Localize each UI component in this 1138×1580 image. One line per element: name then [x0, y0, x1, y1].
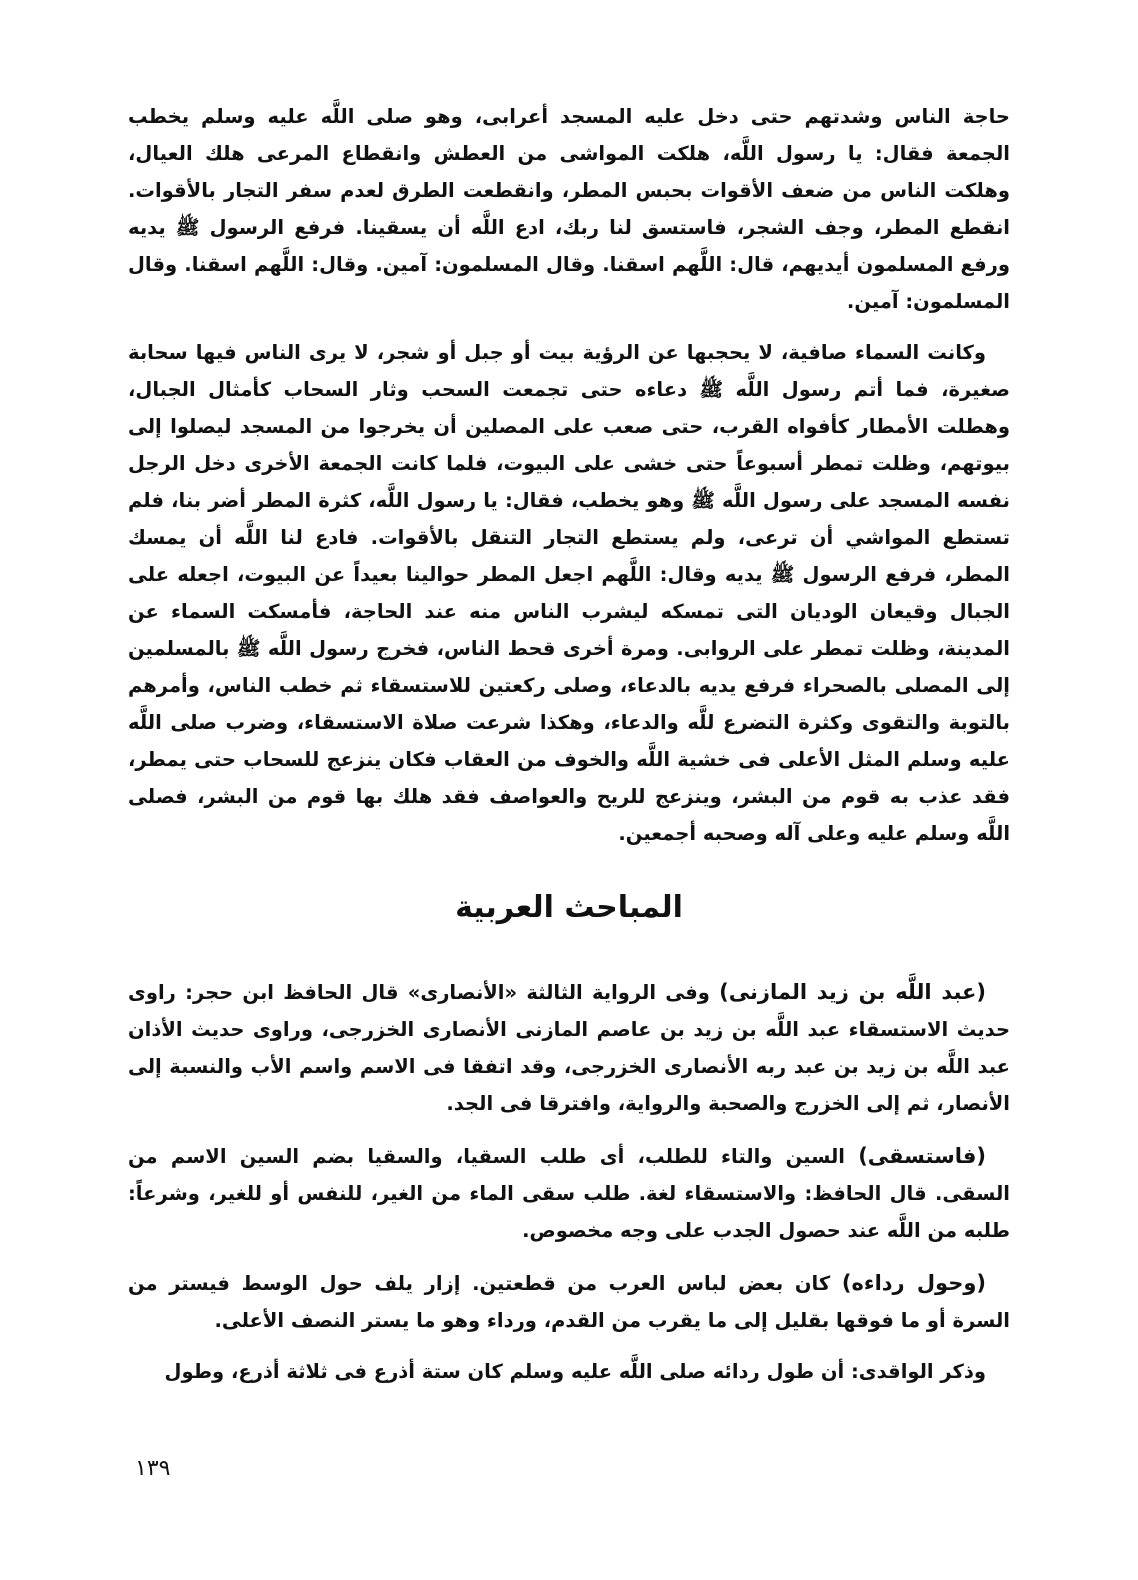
- paragraph-gap: [128, 320, 1010, 334]
- glossary-entry-2: [128, 1138, 1010, 1249]
- glossary-definition: كان بعض لباس العرب من قطعتين. إزار يلف حول الوسط فيستر من السرة أو ما فوقها بقليل إلى ما يقرب من القدم، ورداء وهو ما يستر النصف الأعلى.: [128, 1272, 1010, 1332]
- section-heading: المباحث العربية: [455, 890, 683, 925]
- body-paragraph-continued: [128, 1353, 1010, 1390]
- glossary-term: (وحول رداءه): [841, 1271, 986, 1295]
- paragraph-gap: [128, 1339, 1010, 1353]
- glossary-entry-3: [128, 1265, 1010, 1339]
- body-paragraph-2: وكانت السماء صافية، لا يحجبها عن الرؤية بيت أو جبل أو شجر، لا يرى الناس فيها سحابة صغيرة، فما أتم رسول اللَّه ﷺ دعاءه حتى تجمعت السحب وثار السحاب كأمثال الجبال، وهطلت الأمطار كأفواه القرب، حتى صعب على المصلين أن يخرجوا من المسجد ليصلوا إلى بيوتهم، وظلت تمطر أسبوعاً حتى خشى على البيوت، فلما كانت الجمعة الأخرى دخل الرجل نفسه المسجد على رسول اللَّه ﷺ وهو يخطب، فقال: يا رسول اللَّه، كثرة المطر أضر بنا، فلم تستطع المواشي أن ترعى، ولم يستطع التجار التنقل بالأقوات. فادع لنا اللَّه أن يمسك المطر، فرفع الرسول ﷺ يديه وقال: اللَّهم اجعل المطر حوالينا بعيداً عن البيوت، اجعله على الجبال وقيعان الوديان التى تمسكه ليشرب الناس منه عند الحاجة، فأمسكت السماء عن المدينة، وظلت تمطر على الروابى. ومرة أخرى قحط الناس، فخرج رسول اللَّه ﷺ بالمسلمين إلى المصلى بالصحراء فرفع يديه بالدعاء، وصلى ركعتين للاستسقاء ثم خطب الناس، وأمرهم بالتوبة والتقوى وكثرة التضرع للَّه والدعاء، وهكذا شرعت صلاة الاستسقاء، وضرب صلى اللَّه عليه وسلم المثل الأعلى فى خشية اللَّه والخوف من العقاب فكان ينزعج للسحاب حتى يمطر، فقد عذب به قوم من البشر، وينزعج للريح والعواصف فقد هلك بها قوم من البشر، فصلى اللَّه وسلم عليه وعلى آله وصحبه أجمعين.: [128, 341, 1010, 845]
- glossary-term: (عبد اللَّه بن زيد المازنى): [719, 980, 986, 1004]
- glossary-definition: وذكر الواقدى: أن طول ردائه صلى اللَّه عليه وسلم كان ستة أذرع فى ثلاثة أذرع، وطول: [164, 1360, 986, 1383]
- glossary-definition: السين والتاء للطلب، أى طلب السقيا، والسقيا بضم السين الاسم من السقى. قال الحافظ: والاستسقاء لغة. طلب سقى الماء من الغير، للنفس أو للغير، وشرعاً: طلبه من اللَّه عند حصول الجدب على وجه مخصوص.: [128, 1145, 1010, 1242]
- glossary-definition: وفى الرواية الثالثة «الأنصارى» قال الحافظ ابن حجر: راوى حديث الاستسقاء عبد اللَّه بن زيد بن عاصم المازنى الأنصارى الخزرجى، وراوى حديث الأذان عبد اللَّه بن زيد بن عبد ربه الأنصارى الخزرجى، وقد اتفقا فى الاسم واسم الأب والنسبة إلى الأنصار، ثم إلى الخزرج والصحبة والرواية، وافترقا فى الجد.: [128, 981, 1010, 1115]
- paragraph-gap: [128, 1249, 1010, 1265]
- page-number: ١٣٩: [135, 1456, 171, 1481]
- document-page: [128, 98, 1010, 1390]
- glossary-entry-1: [128, 974, 1010, 1122]
- paragraph-gap: [128, 1122, 1010, 1138]
- glossary-term: (فاستسقى): [858, 1144, 986, 1168]
- body-paragraph-1: حاجة الناس وشدتهم حتى دخل عليه المسجد أعرابى، وهو صلى اللَّه عليه وسلم يخطب الجمعة فقال: يا رسول اللَّه، هلكت المواشى من العطش وانقطاع المرعى هلك العيال، وهلكت الناس من ضعف الأقوات بحبس المطر، وانقطعت الطرق لعدم سفر التجار بالأقوات. انقطع المطر، وجف الشجر، فاستسق لنا ربك، ادع اللَّه أن يسقينا. فرفع الرسول ﷺ يديه ورفع المسلمون أيديهم، قال: اللَّهم اسقنا. وقال المسلمون: آمين. وقال: اللَّهم اسقنا. وقال المسلمون: آمين.: [128, 105, 1010, 313]
